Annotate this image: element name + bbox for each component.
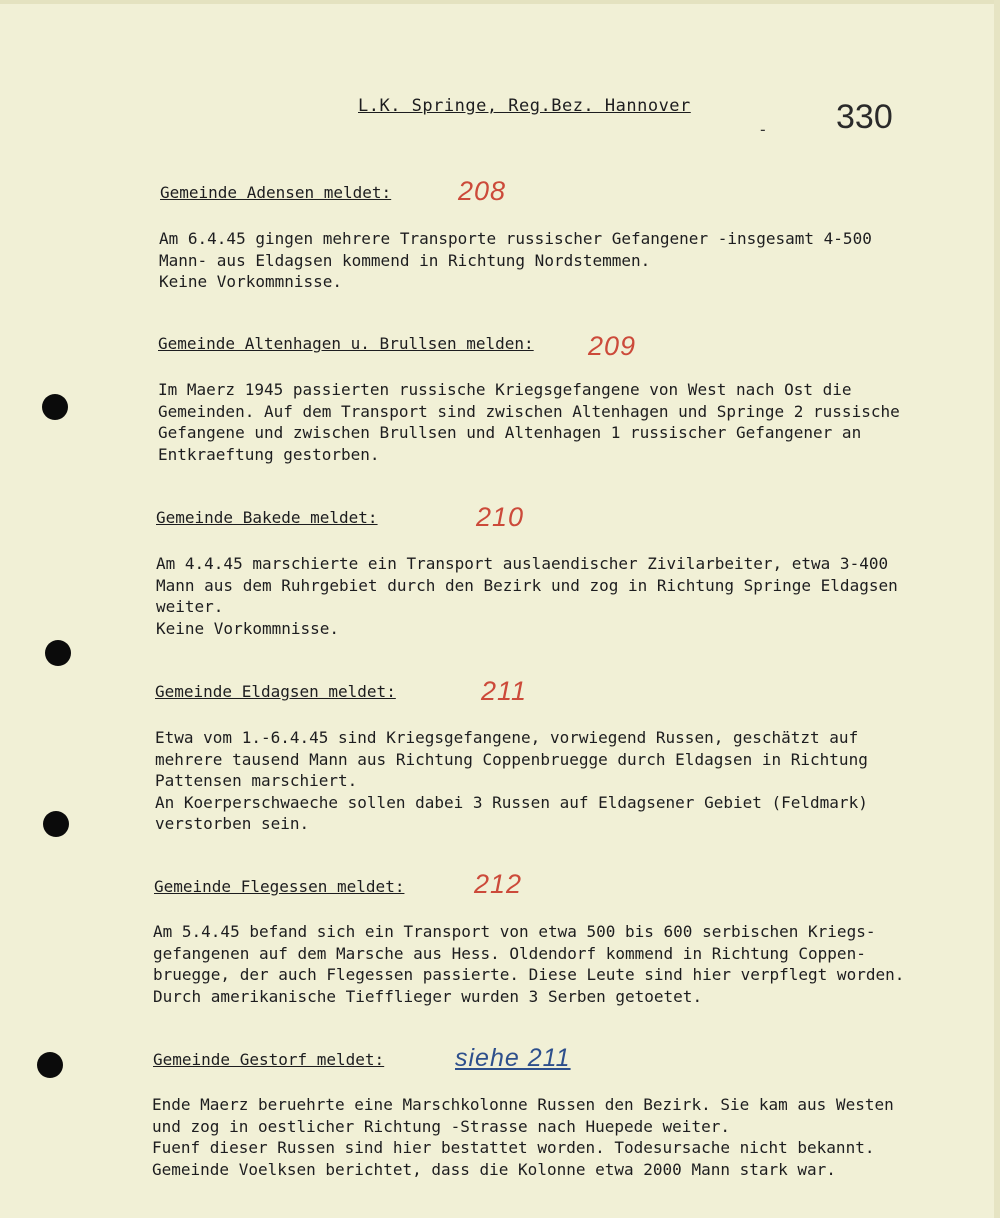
section-heading: Gemeinde Flegessen meldet: [154,877,405,896]
punch-hole [43,811,69,837]
text-line: Mann- aus Eldagsen kommend in Richtung Nordstemmen. [159,250,651,270]
text-line: Am 6.4.45 gingen mehrere Transporte russischer Gefangener -insgesamt 4-500 [159,229,872,248]
section-body [159,228,872,293]
text-line: Ende Maerz beruehrte eine Marschkolonne Russen den Bezirk. Sie kam aus Westen [152,1095,894,1114]
text-line: Am 5.4.45 befand sich ein Transport von etwa 500 bis 600 serbischen Kriegs- [153,922,876,941]
section-body [156,553,898,639]
section-heading: Gemeinde Eldagsen meldet: [155,682,396,701]
text-line: Pattensen marschiert. [155,771,358,790]
section-number: 208 [458,176,507,206]
section-body [153,921,904,1007]
text-line: Etwa vom 1.-6.4.45 sind Kriegsgefangene, vorwiegend Russen, geschätzt auf [155,728,859,747]
text-line: Keine Vorkommnisse. [159,272,343,291]
section-body [152,1094,894,1180]
text-line: mehrere tausend Mann aus Richtung Coppenbruegge durch Eldagsen in Richtung [155,749,868,769]
section-number: 209 [588,331,637,361]
section-heading: Gemeinde Bakede meldet: [156,508,378,527]
text-line: Durch amerikanische Tiefflieger wurden 3 Serben getoetet. [153,986,703,1006]
section-heading: Gemeinde Adensen meldet: [160,183,392,202]
text-line: verstorben sein. [155,814,310,833]
section-reference: siehe 211 [455,1044,571,1072]
text-line: Gefangene und zwischen Brullsen und Altenhagen 1 russischer Gefangener an [158,423,862,442]
section-body [155,727,868,835]
section-body [158,379,900,465]
header-mark: - [758,120,768,139]
page-number: 330 [836,98,893,136]
text-line: gefangenen auf dem Marsche aus Hess. Oldendorf kommend in Richtung Coppen- [153,943,866,963]
text-line: Keine Vorkommnisse. [156,618,340,638]
punch-hole [45,640,71,666]
text-line: weiter. [156,597,224,616]
text-line: Fuenf dieser Russen sind hier bestattet worden. Todesursache nicht bekannt. [152,1138,875,1157]
text-line: Am 4.4.45 marschierte ein Transport auslaendischer Zivilarbeiter, etwa 3-400 [156,554,889,573]
punch-hole [42,394,68,420]
document-header: L.K. Springe, Reg.Bez. Hannover [358,96,691,116]
text-line: bruegge, der auch Flegessen passierte. Diese Leute sind hier verpflegt worden. [153,965,905,984]
text-line: Gemeinde Voelksen berichtet, dass die Kolonne etwa 2000 Mann stark war. [152,1159,836,1179]
section-number: 211 [481,676,528,706]
text-line: Mann aus dem Ruhrgebiet durch den Bezirk und zog in Richtung Springe Eldagsen [156,575,898,595]
section-number: 210 [476,502,525,532]
text-line: Entkraeftung gestorben. [158,444,380,464]
paper-edge [0,0,1000,4]
section-heading: Gemeinde Gestorf meldet: [153,1050,385,1069]
text-line: Im Maerz 1945 passierten russische Kriegsgefangene von West nach Ost die [158,380,852,399]
paper-fold [994,0,1000,1218]
section-number: 212 [474,869,523,899]
section-heading: Gemeinde Altenhagen u. Brullsen melden: [158,334,534,353]
text-line: Gemeinden. Auf dem Transport sind zwischen Altenhagen und Springe 2 russische [158,401,900,421]
punch-hole [37,1052,63,1078]
text-line: und zog in oestlicher Richtung -Strasse nach Huepede weiter. [152,1116,730,1136]
text-line: An Koerperschwaeche sollen dabei 3 Russen auf Eldagsener Gebiet (Feldmark) [155,792,868,812]
